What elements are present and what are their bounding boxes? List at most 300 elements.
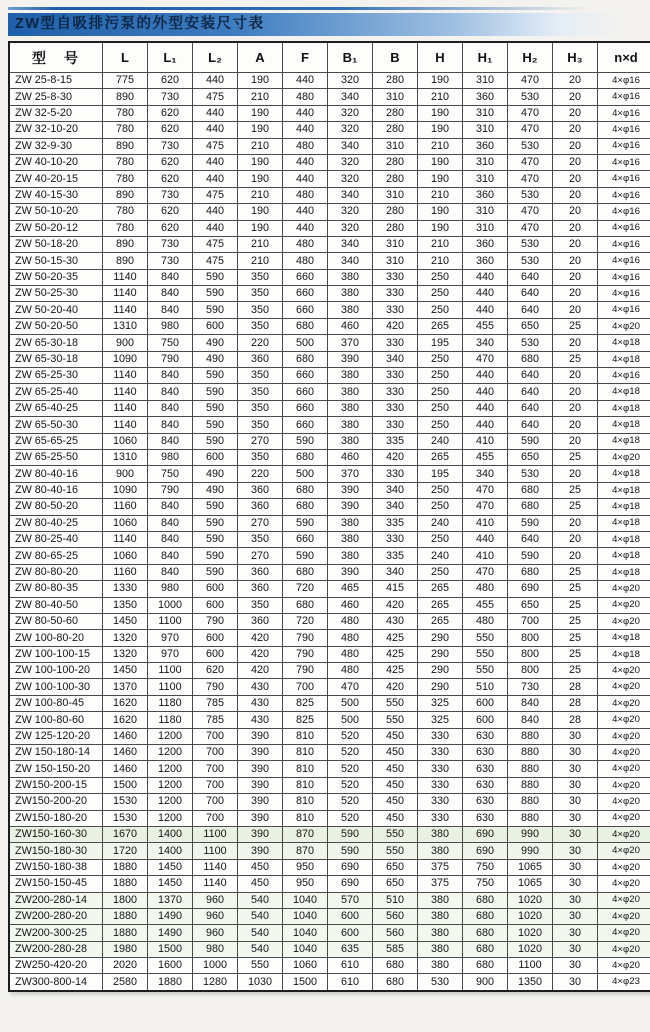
dimension-cell: 1030 <box>238 974 283 991</box>
table-row <box>9 187 650 203</box>
dimension-cell: 20 <box>553 253 598 269</box>
dimension-cell: 730 <box>148 138 193 154</box>
dimension-cell: 950 <box>283 859 328 875</box>
dimension-cell: 310 <box>373 138 418 154</box>
dimension-cell: 480 <box>328 646 373 662</box>
dimension-cell: 790 <box>283 663 328 679</box>
dimension-cell: 340 <box>328 253 373 269</box>
dimension-cell: 880 <box>508 728 553 744</box>
dimension-cell: 1100 <box>193 843 238 859</box>
dimension-cell: 680 <box>508 482 553 498</box>
model-cell: ZW 50-20-12 <box>9 220 103 236</box>
dimension-cell: 28 <box>553 679 598 695</box>
dimension-cell: 190 <box>238 171 283 187</box>
dimension-cell: 370 <box>328 466 373 482</box>
table-row <box>9 449 650 465</box>
dimension-cell: 380 <box>328 531 373 547</box>
dimension-cell: 20 <box>553 154 598 170</box>
dimension-cell: 210 <box>238 187 283 203</box>
table-row <box>9 482 650 498</box>
dimension-cell: 1160 <box>103 564 148 580</box>
dimension-cell: 30 <box>553 941 598 957</box>
dimension-cell: 1090 <box>103 482 148 498</box>
dimension-cell: 455 <box>463 449 508 465</box>
dimension-cell: 800 <box>508 646 553 662</box>
dimension-cell: 2580 <box>103 974 148 991</box>
dimension-cell: 520 <box>328 810 373 826</box>
column-header: n×d <box>598 42 650 73</box>
dimension-cell: 1350 <box>508 974 553 991</box>
dimension-cell: 1140 <box>193 859 238 875</box>
dimension-cell: 1200 <box>148 777 193 793</box>
dimension-cell: 25 <box>553 449 598 465</box>
bolt-spec-cell: 4×φ18 <box>598 531 650 547</box>
dimension-cell: 600 <box>193 597 238 613</box>
dimension-cell: 585 <box>373 941 418 957</box>
dimension-cell: 390 <box>238 745 283 761</box>
bolt-spec-cell: 4×φ20 <box>598 695 650 711</box>
column-header: H₂ <box>508 42 553 73</box>
dimension-cell: 420 <box>373 449 418 465</box>
dimension-cell: 350 <box>238 400 283 416</box>
dimension-cell: 195 <box>418 335 463 351</box>
dimension-cell: 680 <box>283 482 328 498</box>
dimension-cell: 390 <box>238 810 283 826</box>
dimension-cell: 1500 <box>148 941 193 957</box>
bolt-spec-cell: 4×φ20 <box>598 745 650 761</box>
dimension-cell: 790 <box>148 351 193 367</box>
model-cell: ZW 100-100-15 <box>9 646 103 662</box>
bolt-spec-cell: 4×φ18 <box>598 466 650 482</box>
dimension-cell: 1320 <box>103 630 148 646</box>
dimension-cell: 1880 <box>103 908 148 924</box>
dimension-cell: 190 <box>238 105 283 121</box>
dimension-cell: 470 <box>328 679 373 695</box>
dimension-cell: 310 <box>463 220 508 236</box>
dimension-cell: 440 <box>193 220 238 236</box>
bolt-spec-cell: 4×φ20 <box>598 613 650 629</box>
dimension-cell: 620 <box>193 663 238 679</box>
dimension-cell: 380 <box>328 269 373 285</box>
bolt-spec-cell: 4×φ20 <box>598 826 650 842</box>
dimension-cell: 690 <box>328 859 373 875</box>
dimension-cell: 660 <box>283 400 328 416</box>
dimension-cell: 1460 <box>103 761 148 777</box>
dimension-cell: 340 <box>328 236 373 252</box>
dimension-cell: 320 <box>328 105 373 121</box>
dimension-cell: 380 <box>328 548 373 564</box>
bolt-spec-cell: 4×φ16 <box>598 368 650 384</box>
dimension-cell: 1160 <box>103 499 148 515</box>
dimension-cell: 1140 <box>193 876 238 892</box>
dimension-cell: 190 <box>418 73 463 89</box>
dimension-cell: 1140 <box>103 368 148 384</box>
model-cell: ZW 65-25-40 <box>9 384 103 400</box>
dimension-cell: 20 <box>553 548 598 564</box>
dimension-cell: 1100 <box>148 679 193 695</box>
bolt-spec-cell: 4×φ20 <box>598 663 650 679</box>
dimension-cell: 380 <box>328 384 373 400</box>
column-header: L₂ <box>193 42 238 73</box>
dimension-cell: 250 <box>418 302 463 318</box>
dimension-cell: 1100 <box>148 663 193 679</box>
dimension-cell: 970 <box>148 630 193 646</box>
table-row <box>9 794 650 810</box>
model-cell: ZW 65-30-18 <box>9 351 103 367</box>
dimension-cell: 825 <box>283 695 328 711</box>
table-row <box>9 466 650 482</box>
dimension-cell: 290 <box>418 630 463 646</box>
dimension-cell: 210 <box>418 187 463 203</box>
dimension-cell: 640 <box>508 368 553 384</box>
column-header: H₁ <box>463 42 508 73</box>
bolt-spec-cell: 4×φ16 <box>598 187 650 203</box>
dimension-cell: 380 <box>418 843 463 859</box>
dimension-cell: 790 <box>283 630 328 646</box>
dimension-cell: 640 <box>508 269 553 285</box>
table-row <box>9 368 650 384</box>
dimension-cell: 550 <box>373 712 418 728</box>
bolt-spec-cell: 4×φ18 <box>598 482 650 498</box>
dimension-cell: 350 <box>238 384 283 400</box>
dimension-cell: 250 <box>418 269 463 285</box>
bolt-spec-cell: 4×φ20 <box>598 794 650 810</box>
dimension-cell: 240 <box>418 433 463 449</box>
dimension-cell: 370 <box>328 335 373 351</box>
dimension-cell: 480 <box>283 236 328 252</box>
table-row <box>9 531 650 547</box>
dimension-cell: 1200 <box>148 794 193 810</box>
dimension-cell: 1140 <box>103 286 148 302</box>
dimension-cell: 250 <box>418 499 463 515</box>
dimension-cell: 350 <box>238 269 283 285</box>
dimension-cell: 890 <box>103 187 148 203</box>
dimension-cell: 1880 <box>148 974 193 991</box>
dimension-cell: 1980 <box>103 941 148 957</box>
dimension-cell: 470 <box>463 564 508 580</box>
dimension-cell: 30 <box>553 892 598 908</box>
dimension-cell: 30 <box>553 908 598 924</box>
dimension-cell: 890 <box>103 89 148 105</box>
dimension-cell: 550 <box>373 826 418 842</box>
dimension-cell: 325 <box>418 695 463 711</box>
model-cell: ZW150-180-38 <box>9 859 103 875</box>
dimension-cell: 590 <box>193 368 238 384</box>
dimension-cell: 30 <box>553 761 598 777</box>
table-row <box>9 630 650 646</box>
dimension-cell: 785 <box>193 712 238 728</box>
dimension-cell: 640 <box>508 531 553 547</box>
dimension-cell: 380 <box>418 826 463 842</box>
dimension-cell: 1060 <box>103 515 148 531</box>
dimension-cell: 1040 <box>283 941 328 957</box>
model-cell: ZW 80-40-16 <box>9 466 103 482</box>
dimension-cell: 20 <box>553 204 598 220</box>
dimension-cell: 190 <box>238 122 283 138</box>
dimension-cell: 30 <box>553 728 598 744</box>
dimension-cell: 780 <box>103 220 148 236</box>
dimension-cell: 475 <box>193 236 238 252</box>
bolt-spec-cell: 4×φ20 <box>598 581 650 597</box>
dimension-cell: 330 <box>373 531 418 547</box>
table-row <box>9 384 650 400</box>
dimension-cell: 440 <box>463 286 508 302</box>
dimension-cell: 280 <box>373 171 418 187</box>
table-row <box>9 417 650 433</box>
dimension-cell: 1490 <box>148 925 193 941</box>
dimension-cell: 380 <box>328 286 373 302</box>
dimension-cell: 375 <box>418 859 463 875</box>
dimension-cell: 220 <box>238 335 283 351</box>
model-cell: ZW 32-10-20 <box>9 122 103 138</box>
dimension-cell: 660 <box>283 417 328 433</box>
dimension-cell: 590 <box>283 433 328 449</box>
dimension-cell: 340 <box>328 187 373 203</box>
dimension-cell: 20 <box>553 302 598 318</box>
dimension-cell: 20 <box>553 466 598 482</box>
model-cell: ZW150-200-15 <box>9 777 103 793</box>
model-cell: ZW250-420-20 <box>9 958 103 974</box>
dimension-cell: 455 <box>463 597 508 613</box>
dimension-cell: 1280 <box>193 974 238 991</box>
bolt-spec-cell: 4×φ20 <box>598 777 650 793</box>
dimension-cell: 360 <box>463 236 508 252</box>
dimension-cell: 900 <box>463 974 508 991</box>
dimension-cell: 310 <box>463 73 508 89</box>
dimension-cell: 890 <box>103 253 148 269</box>
model-cell: ZW 32-5-20 <box>9 105 103 121</box>
model-cell: ZW150-180-30 <box>9 843 103 859</box>
dimension-cell: 870 <box>283 843 328 859</box>
dimension-cell: 390 <box>328 499 373 515</box>
table-row <box>9 728 650 744</box>
table-row <box>9 974 650 991</box>
dimension-cell: 700 <box>193 728 238 744</box>
dimension-cell: 840 <box>148 515 193 531</box>
dimension-cell: 640 <box>508 302 553 318</box>
dimension-cell: 450 <box>373 728 418 744</box>
dimension-cell: 30 <box>553 859 598 875</box>
dimension-cell: 840 <box>148 286 193 302</box>
model-cell: ZW 65-50-30 <box>9 417 103 433</box>
dimension-cell: 840 <box>148 417 193 433</box>
dimension-cell: 210 <box>238 236 283 252</box>
dimension-cell: 430 <box>238 695 283 711</box>
model-cell: ZW 100-100-30 <box>9 679 103 695</box>
dimension-cell: 440 <box>283 73 328 89</box>
dimension-cell: 590 <box>193 384 238 400</box>
dimension-cell: 480 <box>328 630 373 646</box>
dimension-cell: 440 <box>463 531 508 547</box>
dimension-cell: 440 <box>283 122 328 138</box>
dimension-cell: 30 <box>553 974 598 991</box>
dimension-cell: 600 <box>193 318 238 334</box>
dimension-cell: 590 <box>193 400 238 416</box>
dimension-cell: 600 <box>328 925 373 941</box>
table-row <box>9 859 650 875</box>
table-row <box>9 925 650 941</box>
dimension-cell: 320 <box>328 171 373 187</box>
dimension-cell: 700 <box>193 810 238 826</box>
dimension-cell: 220 <box>238 466 283 482</box>
dimension-cell: 550 <box>463 630 508 646</box>
dimension-cell: 590 <box>283 515 328 531</box>
dimension-cell: 330 <box>418 794 463 810</box>
dimension-cell: 530 <box>508 253 553 269</box>
dimension-cell: 680 <box>463 958 508 974</box>
dimension-cell: 1040 <box>283 892 328 908</box>
dimension-cell: 780 <box>103 204 148 220</box>
model-cell: ZW 80-80-20 <box>9 564 103 580</box>
dimension-cell: 620 <box>148 122 193 138</box>
dimension-cell: 470 <box>508 204 553 220</box>
dimension-cell: 20 <box>553 73 598 89</box>
dimension-cell: 20 <box>553 417 598 433</box>
dimension-cell: 780 <box>103 122 148 138</box>
model-cell: ZW 80-40-16 <box>9 482 103 498</box>
dimension-cell: 950 <box>283 876 328 892</box>
dimension-cell: 880 <box>508 745 553 761</box>
dimension-cell: 650 <box>373 859 418 875</box>
dimension-cell: 630 <box>463 794 508 810</box>
dimension-cell: 1180 <box>148 695 193 711</box>
dimension-cell: 210 <box>238 89 283 105</box>
dimension-cell: 1100 <box>508 958 553 974</box>
dimension-cell: 590 <box>193 531 238 547</box>
model-cell: ZW 50-18-20 <box>9 236 103 252</box>
dimension-cell: 1370 <box>148 892 193 908</box>
bolt-spec-cell: 4×φ18 <box>598 384 650 400</box>
model-cell: ZW 40-10-20 <box>9 154 103 170</box>
bolt-spec-cell: 4×φ18 <box>598 335 650 351</box>
dimension-cell: 20 <box>553 187 598 203</box>
dimension-cell: 20 <box>553 368 598 384</box>
dimension-cell: 980 <box>148 318 193 334</box>
dimension-cell: 1450 <box>103 613 148 629</box>
dimension-cell: 500 <box>328 695 373 711</box>
dimension-cell: 25 <box>553 564 598 580</box>
dimension-cell: 690 <box>463 843 508 859</box>
dimension-cell: 380 <box>328 368 373 384</box>
dimension-cell: 960 <box>193 925 238 941</box>
dimension-cell: 520 <box>328 728 373 744</box>
dimension-cell: 1670 <box>103 826 148 842</box>
dimension-cell: 890 <box>103 138 148 154</box>
dimension-cell: 1330 <box>103 581 148 597</box>
model-cell: ZW200-280-20 <box>9 908 103 924</box>
dimension-cell: 840 <box>148 368 193 384</box>
bolt-spec-cell: 4×φ18 <box>598 646 650 662</box>
dimension-cell: 650 <box>373 876 418 892</box>
table-row <box>9 433 650 449</box>
dimension-cell: 210 <box>238 138 283 154</box>
dimension-cell: 560 <box>373 908 418 924</box>
bolt-spec-cell: 4×φ16 <box>598 105 650 121</box>
model-cell: ZW 25-8-15 <box>9 73 103 89</box>
dimension-cell: 840 <box>148 400 193 416</box>
dimension-cell: 210 <box>418 236 463 252</box>
dimension-cell: 780 <box>103 171 148 187</box>
dimension-cell: 1020 <box>508 941 553 957</box>
table-row <box>9 122 650 138</box>
dimension-cell: 30 <box>553 777 598 793</box>
dimension-cell: 1020 <box>508 908 553 924</box>
model-cell: ZW 25-8-30 <box>9 89 103 105</box>
dimension-cell: 680 <box>283 597 328 613</box>
dimension-cell: 840 <box>148 531 193 547</box>
model-cell: ZW 80-80-35 <box>9 581 103 597</box>
dimension-cell: 840 <box>148 433 193 449</box>
dimension-cell: 250 <box>418 400 463 416</box>
dimension-cell: 510 <box>463 679 508 695</box>
model-cell: ZW200-280-28 <box>9 941 103 957</box>
dimension-cell: 25 <box>553 646 598 662</box>
dimension-cell: 2020 <box>103 958 148 974</box>
dimension-cell: 510 <box>373 892 418 908</box>
dimension-cell: 430 <box>238 679 283 695</box>
dimension-cell: 840 <box>148 499 193 515</box>
dimension-cell: 1065 <box>508 859 553 875</box>
dimension-cell: 680 <box>373 958 418 974</box>
dimension-cell: 330 <box>373 466 418 482</box>
dimension-cell: 810 <box>283 777 328 793</box>
dimension-cell: 270 <box>238 433 283 449</box>
dimension-cell: 340 <box>373 564 418 580</box>
dimension-cell: 530 <box>508 466 553 482</box>
dimension-cell: 1140 <box>103 302 148 318</box>
dimension-cell: 250 <box>418 564 463 580</box>
table-row <box>9 777 650 793</box>
dimension-cell: 480 <box>283 187 328 203</box>
dimension-cell: 680 <box>508 564 553 580</box>
dimension-cell: 25 <box>553 663 598 679</box>
dimension-cell: 420 <box>373 679 418 695</box>
table-row <box>9 286 650 302</box>
dimension-cell: 660 <box>283 384 328 400</box>
dimension-cell: 310 <box>373 236 418 252</box>
bolt-spec-cell: 4×φ16 <box>598 286 650 302</box>
dimension-cell: 20 <box>553 400 598 416</box>
dimension-cell: 990 <box>508 843 553 859</box>
dimension-cell: 720 <box>283 581 328 597</box>
dimension-cell: 825 <box>283 712 328 728</box>
dimension-cell: 1020 <box>508 892 553 908</box>
dimension-cell: 440 <box>283 171 328 187</box>
dimension-cell: 680 <box>283 351 328 367</box>
dimension-cell: 640 <box>508 400 553 416</box>
dimension-cell: 420 <box>373 597 418 613</box>
table-row <box>9 236 650 252</box>
dimension-cell: 470 <box>508 73 553 89</box>
dimension-cell: 840 <box>148 564 193 580</box>
dimension-cell: 590 <box>283 548 328 564</box>
dimension-cell: 680 <box>283 564 328 580</box>
table-row <box>9 695 650 711</box>
dimension-cell: 1400 <box>148 826 193 842</box>
dimension-cell: 280 <box>373 105 418 121</box>
bolt-spec-cell: 4×φ20 <box>598 859 650 875</box>
dimension-cell: 810 <box>283 745 328 761</box>
dimension-cell: 440 <box>283 204 328 220</box>
dimension-cell: 25 <box>553 482 598 498</box>
dimension-cell: 480 <box>463 581 508 597</box>
dimension-cell: 390 <box>328 351 373 367</box>
bolt-spec-cell: 4×φ20 <box>598 318 650 334</box>
dimension-cell: 330 <box>373 368 418 384</box>
dimension-cell: 1140 <box>103 417 148 433</box>
dimension-cell: 840 <box>148 302 193 318</box>
dimension-cell: 265 <box>418 449 463 465</box>
